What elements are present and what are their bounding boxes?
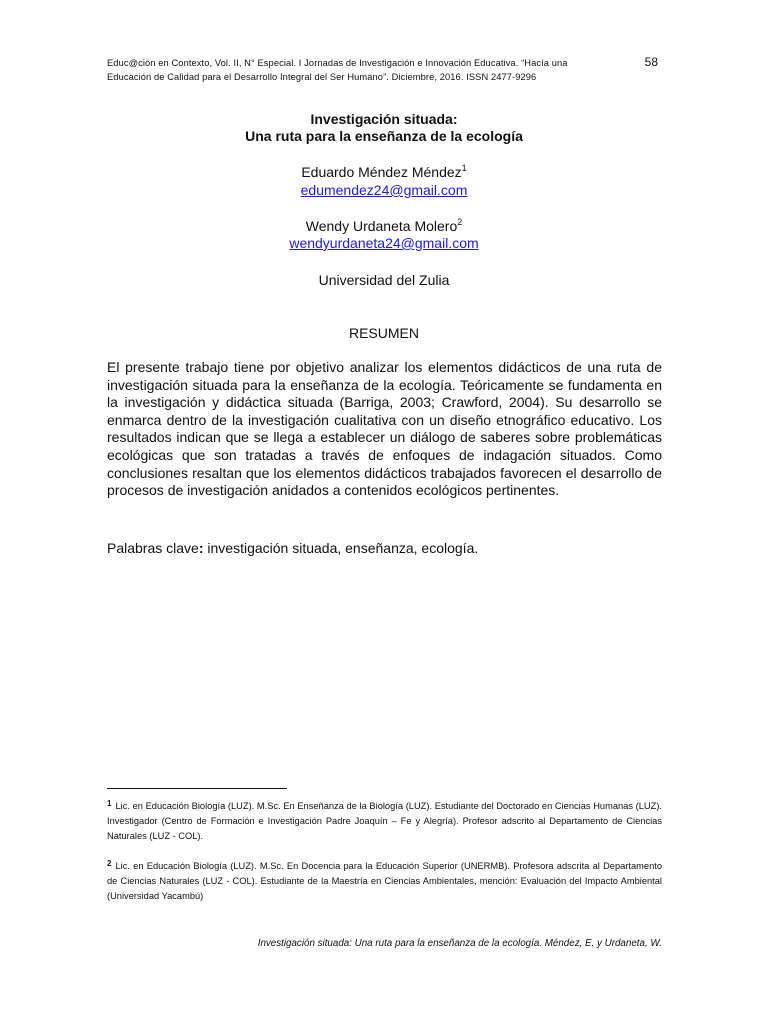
affiliation: Universidad del Zulia xyxy=(318,272,450,288)
author-1-email-link[interactable]: edumendez24@gmail.com xyxy=(300,182,468,198)
author-2 xyxy=(0,217,768,235)
paper-title xyxy=(0,111,768,145)
author-2-footnote-mark: 2 xyxy=(457,217,463,227)
author-1-email-line xyxy=(0,181,768,199)
author-1-name: Eduardo Méndez Méndez xyxy=(301,164,462,180)
footnote-2-text: Lic. en Educación Biología (LUZ). M.Sc. En Docencia para la Educación Superior (UNERMB). Profesora adscrita al Departamento de Ciencias Naturales (LUZ - COL). Estudiante de la Maestría en Ciencias Ambientales, mención: Evaluación del Impacto Ambiental (Universidad Yacambú) xyxy=(107,861,662,901)
footnote-1-text: Lic. en Educación Biología (LUZ). M.Sc. En Enseñanza de la Biología (LUZ). Estudiante del Doctorado en Ciencias Humanas (LUZ). Investigador (Centro de Formación e Investigación Padre Joaquín – Fe y Alegría). Profesor adscrito al Departamento de Ciencias Naturales (LUZ - COL). xyxy=(107,801,662,841)
author-2-email-link[interactable]: wendyurdaneta24@gmail.com xyxy=(289,235,479,251)
footnote-2-mark: 2 xyxy=(107,859,112,868)
author-2-name: Wendy Urdaneta Molero xyxy=(305,218,458,234)
keywords-colon: : xyxy=(198,540,204,556)
journal-header xyxy=(107,56,627,84)
paper-title-line2: Una ruta para la enseñanza de la ecología xyxy=(245,128,523,144)
abstract-heading: RESUMEN xyxy=(348,325,419,341)
footnote-1 xyxy=(107,796,662,844)
page-number: 58 xyxy=(644,55,658,69)
author-1 xyxy=(0,163,768,181)
keywords-label: Palabras clave xyxy=(107,540,199,556)
footnote-divider xyxy=(107,788,287,789)
keywords xyxy=(107,539,662,557)
footnote-1-mark: 1 xyxy=(107,799,112,808)
keywords-list: investigación situada, enseñanza, ecología. xyxy=(203,540,479,556)
journal-header-line1: Educ@ción en Contexto, Vol. II, N° Especial. I Jornadas de Investigación e Innovación Educativa. “Hacía una xyxy=(107,58,568,68)
journal-header-line2: Educación de Calidad para el Desarrollo Integral del Ser Humano”. Diciembre, 2016. ISSN 2477-9296 xyxy=(107,72,537,82)
abstract-text: El presente trabajo tiene por objetivo analizar los elementos didácticos de una ruta de investigación situada para la enseñanza de la ecología. Teóricamente se fundamenta en la investigación y didáctica situada (Barriga, 2003; Crawford, 2004). Su desarrollo se enmarca dentro de la investigación cualitativa con un diseño etnográfico educativo. Los resultados indican que se llega a establecer un diálogo de saberes sobre problemáticas ecológicas que son tratadas a través de enfoques de indagación situados. Como conclusiones resaltan que los elementos didácticos trabajados favorecen el desarrollo de procesos de investigación anidados a contenidos ecológicos pertinentes. xyxy=(107,359,662,499)
author-2-email-line xyxy=(0,234,768,252)
paper-title-line1: Investigación situada: xyxy=(310,111,458,127)
page-footer: Investigación situada: Una ruta para la enseñanza de la ecología. Méndez, E. y Urdaneta, W. xyxy=(257,938,662,949)
footnote-2 xyxy=(107,856,662,904)
author-1-footnote-mark: 1 xyxy=(461,163,467,173)
